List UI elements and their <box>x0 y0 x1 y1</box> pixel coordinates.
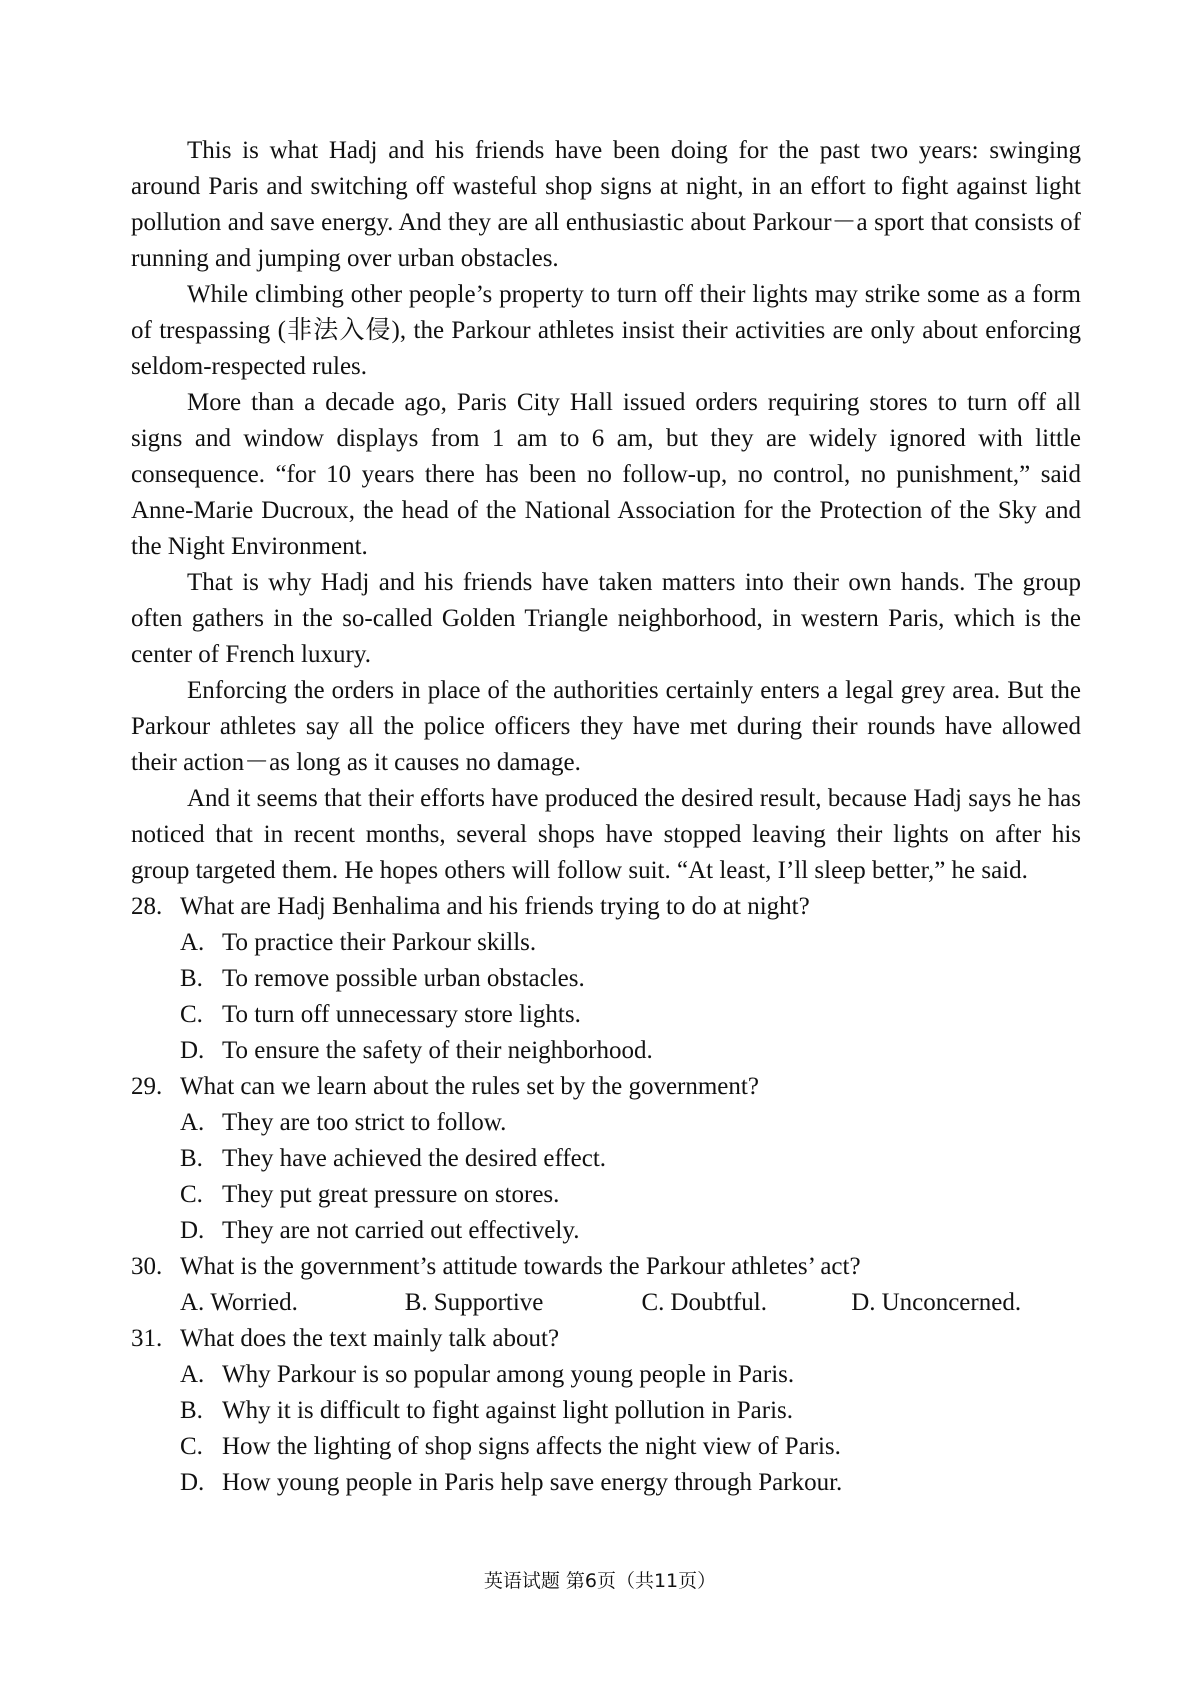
option-text: To ensure the safety of their neighborhood. <box>222 1037 653 1064</box>
option-b <box>180 961 1081 997</box>
question-28 <box>131 889 1081 1069</box>
option-letter: A. <box>180 1289 205 1316</box>
option-letter: B. <box>180 1145 203 1172</box>
question-30 <box>131 1249 1081 1321</box>
option-text: They are not carried out effectively. <box>222 1217 580 1244</box>
option-row <box>180 1285 1081 1321</box>
question-stem: What can we learn about the rules set by the government? <box>180 1073 759 1100</box>
passage-paragraph-1: This is what Hadj and his friends have been doing for the past two years: swinging around Paris and switching off wasteful shop signs at night, in an effort to fight against light pollution and save energy. And they are all enthusiastic about Parkour－a sport that consists of running and jumping over urban obstacles. <box>131 137 1081 272</box>
question-number: 28. <box>131 893 163 920</box>
question-number: 29. <box>131 1073 163 1100</box>
passage-paragraph-4: That is why Hadj and his friends have taken matters into their own hands. The group often gathers in the so-called Golden Triangle neighborhood, in western Paris, which is the center of French luxury. <box>131 569 1081 668</box>
option-text: They put great pressure on stores. <box>222 1181 560 1208</box>
option-text: Why Parkour is so popular among young people in Paris. <box>222 1361 795 1388</box>
option-d <box>180 1465 1081 1501</box>
option-letter: C. <box>180 1181 203 1208</box>
option-a <box>180 925 1081 961</box>
option-letter: C. <box>641 1289 665 1316</box>
passage-paragraph-6: And it seems that their efforts have produced the desired result, because Hadj says he has noticed that in recent months, several shops have stopped leaving their lights on after his group targeted them. He hopes others will follow suit. “At least, I’ll sleep better,” he said. <box>131 785 1081 884</box>
option-list <box>180 1105 1081 1249</box>
option-text: Unconcerned. <box>881 1289 1022 1316</box>
option-list <box>180 925 1081 1069</box>
option-letter: B. <box>404 1289 428 1316</box>
option-text: How young people in Paris help save energy through Parkour. <box>222 1469 843 1496</box>
option-text: Doubtful. <box>670 1289 767 1316</box>
question-stem: What are Hadj Benhalima and his friends trying to do at night? <box>180 893 810 920</box>
option-text: To turn off unnecessary store lights. <box>222 1001 581 1028</box>
option-letter: C. <box>180 1001 203 1028</box>
question-stem: What does the text mainly talk about? <box>180 1325 560 1352</box>
option-d <box>180 1033 1081 1069</box>
option-letter: A. <box>180 929 205 956</box>
question-number: 30. <box>131 1253 163 1280</box>
option-c <box>641 1285 851 1321</box>
passage-paragraph-2: While climbing other people’s property to turn off their lights may strike some as a form of trespassing (非法入侵), the Parkour athletes insist their activities are only about enforcing seldom-respected rules. <box>131 281 1081 380</box>
option-d <box>851 1285 1081 1321</box>
option-d <box>180 1213 1081 1249</box>
option-letter: D. <box>180 1037 205 1064</box>
question-stem-row <box>131 1069 1081 1105</box>
question-29 <box>131 1069 1081 1249</box>
option-c <box>180 997 1081 1033</box>
option-text: To practice their Parkour skills. <box>222 929 537 956</box>
option-letter: B. <box>180 1397 203 1424</box>
question-stem-row <box>131 1321 1081 1357</box>
question-31 <box>131 1321 1081 1501</box>
option-a <box>180 1105 1081 1141</box>
option-letter: A. <box>180 1109 205 1136</box>
question-stem-row <box>131 1249 1081 1285</box>
option-text: They have achieved the desired effect. <box>222 1145 607 1172</box>
question-stem: What is the government’s attitude towards the Parkour athletes’ act? <box>180 1253 861 1280</box>
option-letter: B. <box>180 965 203 992</box>
option-text: Supportive <box>433 1289 544 1316</box>
page-footer: 英语试题 第6页（共11页） <box>483 1570 717 1592</box>
option-c <box>180 1177 1081 1213</box>
passage-paragraph-3: More than a decade ago, Paris City Hall issued orders requiring stores to turn off all signs and window displays from 1 am to 6 am, but they are widely ignored with little consequence. “for 10 years there has been no follow-up, no control, no punishment,” said Anne-Marie Ducroux, the head of the National Association for the Protection of the Sky and the Night Environment. <box>131 389 1081 560</box>
option-a <box>180 1357 1081 1393</box>
option-letter: C. <box>180 1433 203 1460</box>
option-list <box>180 1357 1081 1501</box>
passage-paragraph-5: Enforcing the orders in place of the authorities certainly enters a legal grey area. But the Parkour athletes say all the police officers they have met during their rounds have allowed their action－as long as it causes no damage. <box>131 677 1081 776</box>
option-text: Why it is difficult to fight against light pollution in Paris. <box>222 1397 794 1424</box>
option-text: To remove possible urban obstacles. <box>222 965 585 992</box>
page-content <box>131 133 1081 1501</box>
question-stem-row <box>131 889 1081 925</box>
option-text: How the lighting of shop signs affects the night view of Paris. <box>222 1433 841 1460</box>
option-a <box>180 1285 405 1321</box>
option-text: They are too strict to follow. <box>222 1109 507 1136</box>
option-c <box>180 1429 1081 1465</box>
question-number: 31. <box>131 1325 163 1352</box>
option-text: Worried. <box>210 1289 298 1316</box>
option-b <box>180 1393 1081 1429</box>
option-letter: D. <box>180 1469 205 1496</box>
option-letter: D. <box>180 1217 205 1244</box>
option-letter: D. <box>851 1289 876 1316</box>
option-b <box>405 1285 642 1321</box>
option-letter: A. <box>180 1361 205 1388</box>
option-b <box>180 1141 1081 1177</box>
